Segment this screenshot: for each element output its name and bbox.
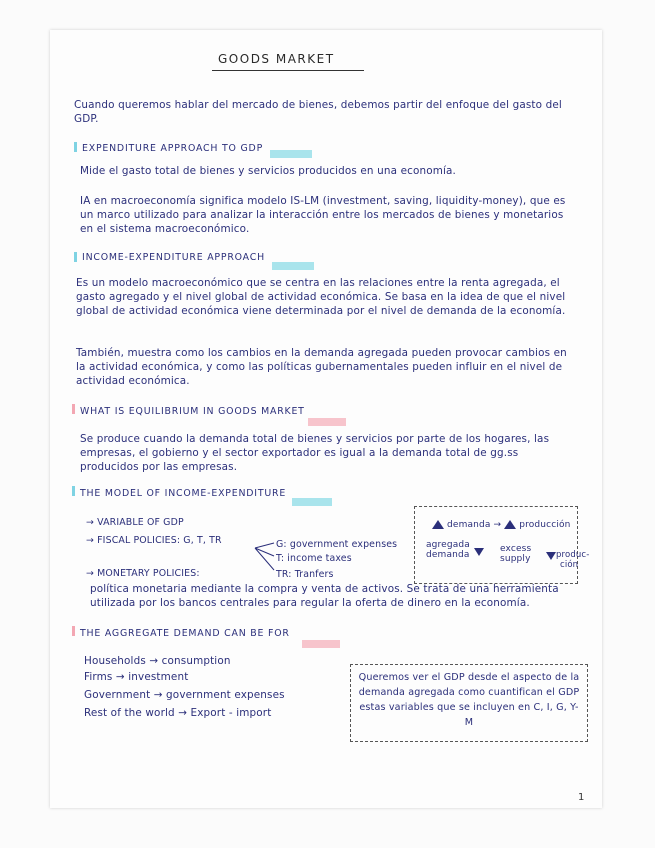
section-marker [74,142,77,152]
monetary-policies: → MONETARY POLICIES: [86,568,200,579]
section-marker [72,404,75,414]
heading-highlight [272,262,314,270]
fiscal-branch-arrows [254,540,278,572]
aggregate-item-rest-of-world: Rest of the world → Export - import [84,707,272,719]
section-marker [72,626,75,636]
expenditure-paragraph-2: IA en macroeconomía significa modelo IS-LM (investment, saving, liquidity-money), que es un marco utilizado para analizar la interacción entre los mercados de bienes y monetarios en el sistema macroeconómico. [80,195,566,235]
arrow-down-icon [474,548,484,556]
section-heading-aggregate-demand: THE AGGREGATE DEMAND CAN BE FOR [80,628,290,639]
box-demanda-2: demanda [426,550,470,560]
box-produccion: producción [519,520,571,530]
box-excess: excess [500,544,532,554]
intro-paragraph: Cuando queremos hablar del mercado de bienes, debemos partir del enfoque del gasto del GDP. [74,99,562,125]
income-expenditure-paragraph-1: Es un modelo macroeconómico que se centra en las relaciones entre la renta agregada, el gasto agregado y el nivel global de actividad económica. Se basa en la idea de que el nivel global de actividad económica viene determinada por el nivel de demanda de la economía. [76,277,566,317]
section-marker [72,486,75,496]
box-supply: supply [500,554,531,564]
heading-highlight [292,498,332,506]
box-produc: produc- [556,550,590,560]
expenditure-paragraph-1: Mide el gasto total de bienes y servicios producidos en una economía. [80,165,457,177]
heading-highlight [302,640,340,648]
monetary-paragraph: política monetaria mediante la compra y venta de activos. Se trata de una herramienta utilizada por los bancos centrales para regular la oferta de dinero en la economía. [90,583,559,609]
fiscal-tr: TR: Tranfers [276,569,334,580]
income-expenditure-paragraph-2: También, muestra como los cambios en la demanda agregada pueden provocar cambios en la actividad económica, y como las políticas gubernamentales pueden influir en el nivel de actividad económica. [76,347,567,387]
page-number: 1 [578,792,585,803]
section-heading-expenditure: EXPENDITURE APPROACH TO GDP [82,143,264,154]
section-heading-income-expenditure: INCOME-EXPENDITURE APPROACH [82,252,265,263]
box-row-1: demanda → producción [432,518,571,532]
section-heading-model: THE MODEL OF INCOME-EXPENDITURE [80,488,287,499]
aggregate-item-firms: Firms → investment [84,671,189,683]
variable-of-gdp: → VARIABLE OF GDP [86,517,184,528]
fiscal-policies: → FISCAL POLICIES: G, T, TR [86,535,222,546]
note-text: Queremos ver el GDP desde el aspecto de la demanda agregada como cuantifican el GDP estas variables que se incluyen en C, I, G, Y-M [358,672,580,728]
aggregate-item-households: Households → consumption [84,655,231,667]
heading-highlight [308,418,346,426]
fiscal-t: T: income taxes [276,553,352,564]
page-title: GOODS MARKET [218,52,335,66]
heading-highlight [270,150,312,158]
arrow-up-icon [504,520,516,529]
section-heading-equilibrium: WHAT IS EQUILIBRIUM IN GOODS MARKET [80,406,305,417]
arrow-down-icon [546,552,556,560]
box-demanda: demanda [447,520,491,530]
equilibrium-paragraph: Se produce cuando la demanda total de bienes y servicios por parte de los hogares, las empresas, el gobierno y el sector exportador es igual a la demanda total de gg.ss producidos por las empresas. [80,433,550,473]
aggregate-item-government: Government → government expenses [84,689,285,701]
section-marker [74,252,77,262]
box-agregada: agregada [426,540,470,550]
fiscal-g: G: government expenses [276,539,398,550]
arrow-up-icon [432,520,444,529]
title-underline [212,70,364,71]
box-cion: ción [560,560,579,570]
